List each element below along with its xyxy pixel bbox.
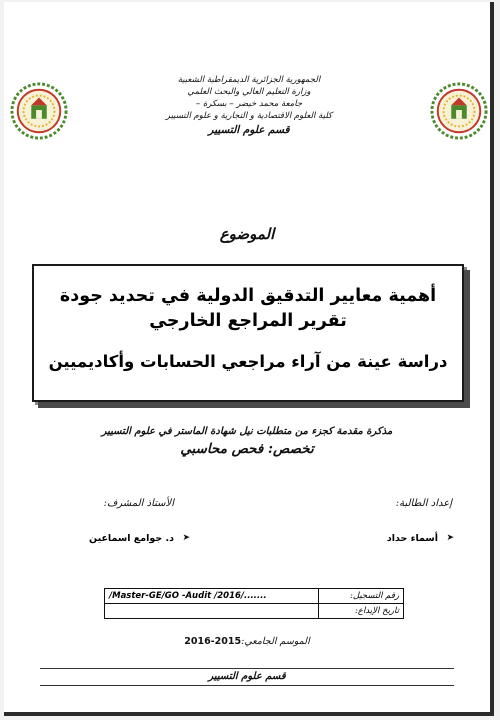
- footer-department: قسم علوم التسيير: [40, 668, 454, 686]
- registration-table: [104, 588, 404, 619]
- deposit-date-value: [105, 604, 319, 619]
- republic-line: الجمهورية الجزائرية الديمقراطية الشعبية: [177, 75, 321, 85]
- memo-statement: مذكرة مقدمة كجزء من متطلبات نيل شهادة الماستر في علوم التسيير: [101, 426, 393, 437]
- thesis-subtitle: دراسة عينة من آراء مراجعي الحسابات وأكاديميين: [48, 352, 448, 371]
- department-line: قسم علوم التسيير: [208, 124, 290, 136]
- student-bullet-icon: ➤: [446, 533, 454, 543]
- university-seal-right: [430, 82, 488, 140]
- table-row: [105, 589, 404, 604]
- registration-number-value: /Master-GE/GO -Audit /2016/.......: [105, 589, 319, 604]
- document-page: [4, 2, 494, 716]
- academic-year-label: الموسم الجامعي:: [241, 636, 310, 647]
- faculty-line: كلية العلوم الاقتصادية و التجارية و علوم التسيير: [165, 111, 333, 121]
- thesis-title: أهمية معايير التدقيق الدولية في تحديد جودة تقرير المراجع الخارجي: [59, 286, 437, 331]
- supervisor-label: الأستاذ المشرف:: [103, 498, 174, 509]
- institution-header: [124, 74, 374, 136]
- academic-year-value: 2015-2016: [184, 636, 242, 647]
- supervisor-name: د. جوامع اسماعين: [89, 533, 174, 544]
- deposit-date-label: تاريخ الإيداع:: [319, 604, 404, 619]
- university-line: جامعة محمد خيضر – بسكرة –: [195, 99, 303, 109]
- topic-label: الموضوع: [219, 225, 275, 243]
- specialty-line: تخصص: فحص محاسبي: [180, 441, 314, 457]
- supervisor-bullet-icon: ➤: [182, 533, 190, 543]
- university-seal-left: [10, 82, 68, 140]
- student-name: أسماء حداد: [386, 533, 438, 544]
- ministry-line: وزارة التعليم العالي والبحث العلمي: [187, 87, 311, 97]
- student-label: إعداد الطالبة:: [395, 498, 452, 509]
- academic-year: [4, 636, 490, 647]
- table-row: [105, 604, 404, 619]
- title-box: [32, 264, 464, 402]
- registration-number-label: رقم التسجيل:: [319, 589, 404, 604]
